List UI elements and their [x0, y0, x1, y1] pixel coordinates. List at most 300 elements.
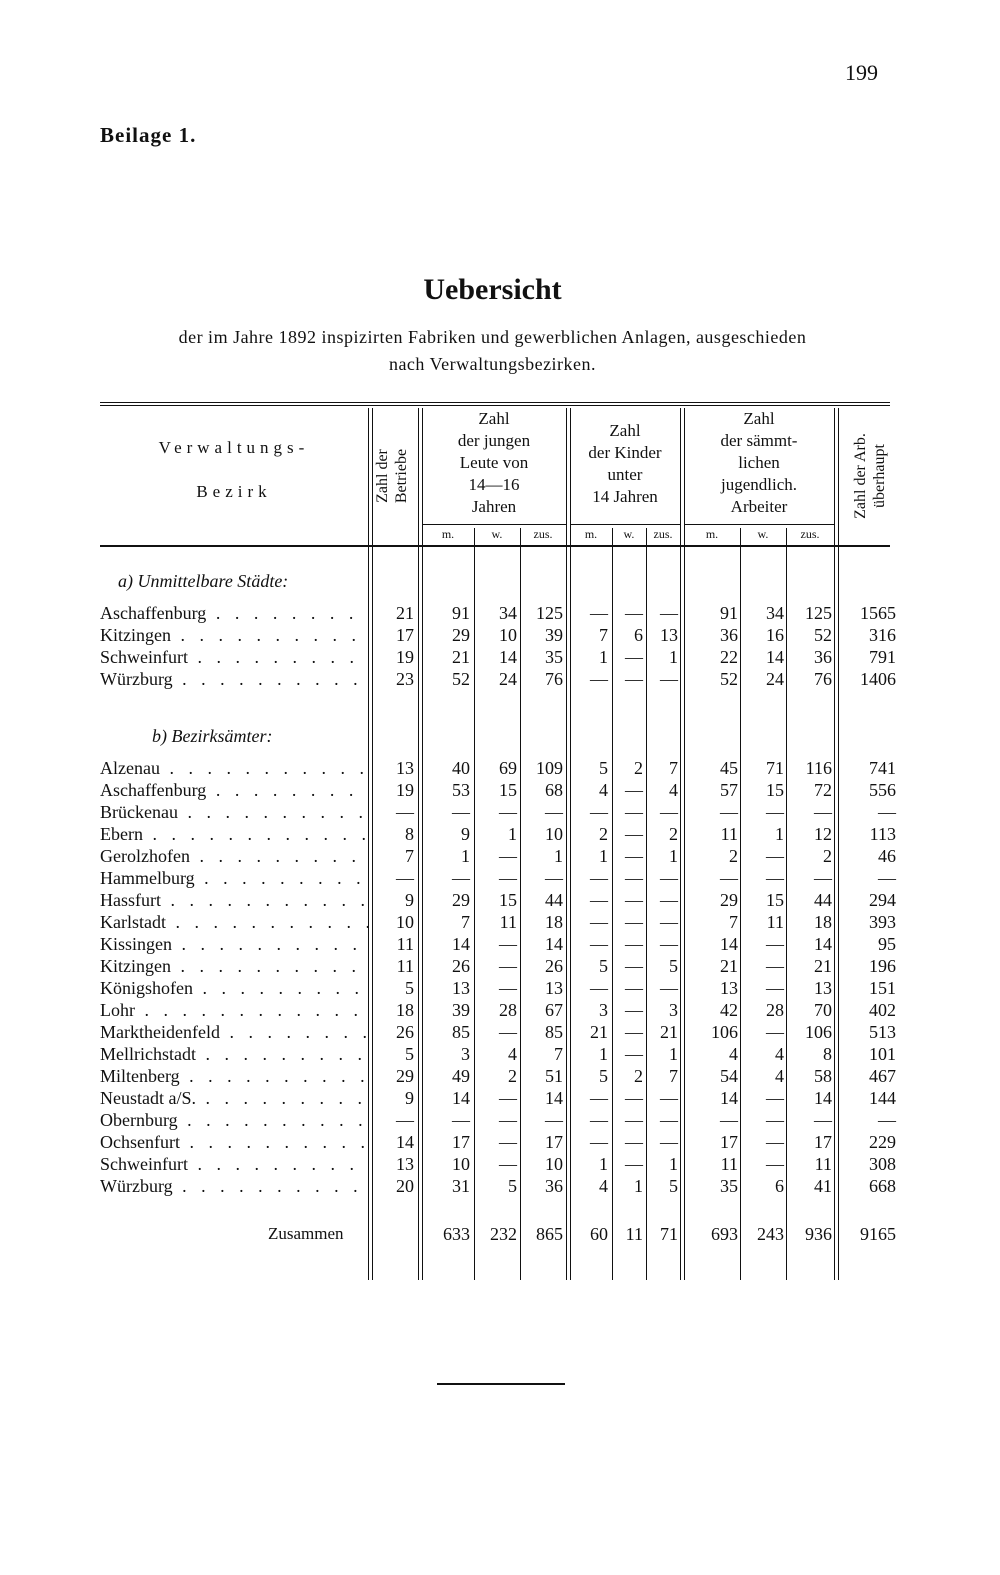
cell-kinder-m: — [590, 934, 608, 954]
cell-jungen-zus: 14 [545, 934, 563, 954]
cell-summe-m: 22 [720, 647, 738, 667]
cell-jungen-zus: 109 [536, 758, 563, 778]
subheader-w: w. [491, 527, 503, 541]
cell-kinder-zus: — [660, 868, 678, 888]
cell-jungen-w: — [499, 934, 517, 954]
cell-total: 144 [869, 1088, 896, 1108]
cell-kinder-zus: 1 [669, 647, 678, 667]
cell-betriebe: 7 [405, 846, 414, 866]
table-row [0, 646, 1000, 668]
cell-jungen-m: 91 [452, 603, 470, 623]
cell-jungen-zus: 51 [545, 1066, 563, 1086]
cell-summe-zus: 13 [814, 978, 832, 998]
header-jugendlich-line-1: Zahl [743, 409, 775, 428]
cell-jungen-m: 40 [452, 758, 470, 778]
cell-jungen-m: 10 [452, 1154, 470, 1174]
cell-summe-w: 243 [757, 1224, 784, 1244]
cell-summe-m: 106 [711, 1022, 738, 1042]
cell-jungen-zus: 1 [554, 846, 563, 866]
cell-summe-zus: 72 [814, 780, 832, 800]
cell-kinder-zus: — [660, 978, 678, 998]
cell-kinder-w: 6 [634, 625, 643, 645]
table-row [0, 757, 1000, 779]
table-row [0, 955, 1000, 977]
table-row [0, 801, 1000, 823]
cell-summe-zus: — [814, 868, 832, 888]
cell-kinder-m: 1 [599, 1044, 608, 1064]
cell-jungen-zus: 76 [545, 669, 563, 689]
cell-summe-w: 28 [766, 1000, 784, 1020]
cell-summe-m: — [720, 802, 738, 822]
cell-summe-m: 4 [729, 1044, 738, 1064]
table-row [0, 867, 1000, 889]
cell-kinder-zus: 5 [669, 1176, 678, 1196]
cell-jungen-w: 4 [508, 1044, 517, 1064]
cell-jungen-m: 85 [452, 1022, 470, 1042]
cell-kinder-m: — [590, 1088, 608, 1108]
cell-kinder-zus: — [660, 1110, 678, 1130]
cell-summe-w: — [766, 1110, 784, 1130]
cell-summe-zus: 21 [814, 956, 832, 976]
cell-summe-m: 45 [720, 758, 738, 778]
cell-jungen-w: 69 [499, 758, 517, 778]
cell-total: 556 [869, 780, 896, 800]
cell-total: 316 [869, 625, 896, 645]
cell-total: — [878, 1110, 896, 1130]
bezirk-name: Hammelburg . . . [100, 867, 368, 889]
cell-jungen-w: 10 [499, 625, 517, 645]
cell-jungen-w: — [499, 846, 517, 866]
cell-kinder-m: 5 [599, 758, 608, 778]
cell-total: 113 [869, 824, 896, 844]
cell-summe-w: 11 [766, 912, 784, 932]
cell-betriebe: 17 [396, 625, 414, 645]
cell-summe-m: 52 [720, 669, 738, 689]
cell-kinder-w: — [625, 890, 643, 910]
cell-betriebe: — [396, 868, 414, 888]
table-row [0, 1065, 1000, 1087]
header-bezirk [100, 437, 368, 503]
cell-kinder-zus: — [660, 669, 678, 689]
cell-betriebe: 14 [396, 1132, 414, 1152]
cell-summe-m: 29 [720, 890, 738, 910]
cell-jungen-w: — [499, 1154, 517, 1174]
cell-total: 741 [869, 758, 896, 778]
table-row [0, 1087, 1000, 1109]
cell-kinder-zus: — [660, 890, 678, 910]
cell-jungen-m: 14 [452, 934, 470, 954]
cell-summe-zus: 18 [814, 912, 832, 932]
table-row [0, 889, 1000, 911]
cell-kinder-w: 2 [634, 758, 643, 778]
cell-betriebe: 19 [396, 647, 414, 667]
cell-kinder-m: 1 [599, 1154, 608, 1174]
cell-betriebe: 5 [405, 1044, 414, 1064]
cell-summe-zus: 106 [805, 1022, 832, 1042]
table-row [0, 977, 1000, 999]
cell-summe-zus: 2 [823, 846, 832, 866]
cell-jungen-w: 24 [499, 669, 517, 689]
cell-total: 791 [869, 647, 896, 667]
cell-total: 9165 [860, 1224, 896, 1244]
cell-summe-m: 54 [720, 1066, 738, 1086]
cell-summe-m: 35 [720, 1176, 738, 1196]
cell-jungen-zus: — [545, 1110, 563, 1130]
cell-summe-m: 7 [729, 912, 738, 932]
cell-summe-zus: — [814, 802, 832, 822]
cell-kinder-w: — [625, 868, 643, 888]
cell-kinder-zus: — [660, 802, 678, 822]
cell-jungen-zus: 68 [545, 780, 563, 800]
cell-jungen-zus: 10 [545, 1154, 563, 1174]
table-row [0, 1131, 1000, 1153]
header-jungen-line-4: 14—16 [468, 475, 520, 494]
cell-jungen-m: 21 [452, 647, 470, 667]
header-ueberhaupt-line-2: überhaupt [871, 444, 888, 508]
header-ueberhaupt-line-1: Zahl der Arb. [852, 433, 869, 519]
cell-total: 393 [869, 912, 896, 932]
cell-total: 196 [869, 956, 896, 976]
cell-summe-m: 36 [720, 625, 738, 645]
header-jugendlich-line-4: jugendlich. [720, 475, 797, 494]
cell-jungen-zus: 44 [545, 890, 563, 910]
cell-jungen-w: 28 [499, 1000, 517, 1020]
subheader-m: m. [441, 527, 455, 541]
subheader-w: w. [623, 527, 635, 541]
cell-summe-w: 24 [766, 669, 784, 689]
table-row [0, 1175, 1000, 1197]
cell-summe-w: 4 [775, 1066, 784, 1086]
cell-summe-zus: 36 [814, 647, 832, 667]
cell-summe-w: — [766, 956, 784, 976]
bezirk-name: Miltenberg . . . [100, 1065, 368, 1087]
cell-jungen-m: 31 [452, 1176, 470, 1196]
cell-jungen-m: 7 [461, 912, 470, 932]
totals-label: Zusammen [268, 1224, 344, 1243]
cell-kinder-m: 1 [599, 647, 608, 667]
header-subrule [422, 524, 566, 525]
cell-summe-w: — [766, 978, 784, 998]
cell-jungen-m: 3 [461, 1044, 470, 1064]
cell-jungen-zus: 36 [545, 1176, 563, 1196]
header-jungen-line-1: Zahl [478, 409, 510, 428]
cell-kinder-w: — [625, 1154, 643, 1174]
header-jungen-line-2: der jungen [457, 431, 531, 450]
cell-total: 229 [869, 1132, 896, 1152]
table-row [0, 845, 1000, 867]
cell-kinder-w: — [625, 956, 643, 976]
cell-total: 101 [869, 1044, 896, 1064]
cell-summe-w: 14 [766, 647, 784, 667]
subtitle [0, 324, 985, 378]
cell-summe-w: 71 [766, 758, 784, 778]
cell-kinder-zus: 71 [660, 1224, 678, 1244]
cell-jungen-m: 13 [452, 978, 470, 998]
cell-kinder-zus: — [660, 603, 678, 623]
bezirk-name: Schweinfurt . . . [100, 646, 368, 668]
page-number: 199 [845, 60, 878, 85]
header-kinder-line-1: Zahl [609, 421, 641, 440]
cell-betriebe: 19 [396, 780, 414, 800]
cell-summe-zus: 44 [814, 890, 832, 910]
cell-kinder-m: — [590, 669, 608, 689]
cell-jungen-zus: 10 [545, 824, 563, 844]
cell-jungen-m: 17 [452, 1132, 470, 1152]
cell-summe-zus: 12 [814, 824, 832, 844]
cell-total: 95 [878, 934, 896, 954]
cell-kinder-zus: 7 [669, 1066, 678, 1086]
bezirk-name: Brückenau . . . [100, 801, 368, 823]
totals-row [0, 1222, 1000, 1246]
cell-jungen-m: 29 [452, 890, 470, 910]
header-ueberhaupt [851, 406, 891, 546]
cell-summe-w: — [766, 1088, 784, 1108]
cell-summe-m: 11 [720, 1154, 738, 1174]
cell-kinder-zus: 7 [669, 758, 678, 778]
section-heading-b: b) Bezirksämter: [152, 726, 273, 746]
cell-jungen-w: — [499, 1022, 517, 1042]
cell-summe-w: — [766, 934, 784, 954]
cell-jungen-w: 11 [499, 912, 517, 932]
cell-total: 151 [869, 978, 896, 998]
cell-jungen-w: 15 [499, 780, 517, 800]
cell-jungen-w: 5 [508, 1176, 517, 1196]
cell-summe-w: 1 [775, 824, 784, 844]
header-jungen-line-3: Leute von [459, 453, 529, 472]
bezirk-name: Würzburg . . . [100, 668, 368, 690]
cell-kinder-m: 1 [599, 846, 608, 866]
cell-jungen-zus: 67 [545, 1000, 563, 1020]
cell-total: 668 [869, 1176, 896, 1196]
header-kinder-line-2: der Kinder [588, 443, 662, 462]
cell-kinder-zus: 2 [669, 824, 678, 844]
cell-total: 46 [878, 846, 896, 866]
cell-total: 1406 [860, 669, 896, 689]
cell-kinder-w: — [625, 603, 643, 623]
table-row [0, 779, 1000, 801]
table-row [0, 1021, 1000, 1043]
cell-betriebe: 9 [405, 890, 414, 910]
cell-kinder-zus: 21 [660, 1022, 678, 1042]
cell-summe-w: — [766, 868, 784, 888]
cell-kinder-w: — [625, 978, 643, 998]
cell-kinder-m: — [590, 1110, 608, 1130]
header-bezirk-line-2: Bezirk [196, 482, 272, 501]
cell-kinder-w: — [625, 912, 643, 932]
cell-jungen-m: 52 [452, 669, 470, 689]
cell-jungen-m: 26 [452, 956, 470, 976]
cell-kinder-zus: 1 [669, 846, 678, 866]
cell-jungen-zus: 39 [545, 625, 563, 645]
cell-summe-m: — [720, 1110, 738, 1130]
cell-jungen-zus: 35 [545, 647, 563, 667]
cell-summe-w: — [766, 1132, 784, 1152]
cell-jungen-m: 53 [452, 780, 470, 800]
cell-total: 467 [869, 1066, 896, 1086]
cell-jungen-zus: 17 [545, 1132, 563, 1152]
cell-kinder-m: — [590, 603, 608, 623]
table-row [0, 1153, 1000, 1175]
cell-jungen-w: 232 [490, 1224, 517, 1244]
cell-summe-zus: 17 [814, 1132, 832, 1152]
header-betriebe-line-1: Zahl der [374, 449, 391, 503]
cell-kinder-w: — [625, 669, 643, 689]
cell-summe-w: 34 [766, 603, 784, 623]
header-subrule [570, 524, 680, 525]
table-top-rule [100, 402, 890, 406]
cell-betriebe: 10 [396, 912, 414, 932]
header-kinder-line-3: unter [607, 465, 643, 484]
cell-summe-zus: 41 [814, 1176, 832, 1196]
cell-kinder-zus: 5 [669, 956, 678, 976]
table-row [0, 624, 1000, 646]
bezirk-name: Mellrichstadt . . . [100, 1043, 368, 1065]
table-row [0, 668, 1000, 690]
bezirk-name: Hassfurt . . . [100, 889, 368, 911]
cell-kinder-w: — [625, 1132, 643, 1152]
bezirk-name: Karlstadt . . . [100, 911, 368, 933]
cell-jungen-w: — [499, 1110, 517, 1130]
table-row [0, 823, 1000, 845]
cell-summe-m: 14 [720, 1088, 738, 1108]
cell-summe-m: 21 [720, 956, 738, 976]
cell-summe-zus: — [814, 1110, 832, 1130]
bezirk-name: Lohr . . . [100, 999, 368, 1021]
cell-summe-zus: 8 [823, 1044, 832, 1064]
cell-kinder-zus: — [660, 1088, 678, 1108]
cell-kinder-w: — [625, 1000, 643, 1020]
header-bezirk-line-1: Verwaltungs- [158, 438, 310, 457]
cell-summe-m: 11 [720, 824, 738, 844]
cell-kinder-w: — [625, 1110, 643, 1130]
subheader-w: w. [757, 527, 769, 541]
cell-betriebe: 20 [396, 1176, 414, 1196]
cell-kinder-m: 21 [590, 1022, 608, 1042]
cell-betriebe: — [396, 802, 414, 822]
cell-kinder-zus: 1 [669, 1154, 678, 1174]
cell-kinder-zus: 3 [669, 1000, 678, 1020]
cell-kinder-zus: 13 [660, 625, 678, 645]
cell-betriebe: 11 [396, 934, 414, 954]
cell-kinder-zus: — [660, 934, 678, 954]
cell-summe-zus: 52 [814, 625, 832, 645]
header-jugendlich-line-5: Arbeiter [730, 497, 788, 516]
cell-kinder-w: — [625, 824, 643, 844]
bezirk-name: Kissingen . . . [100, 933, 368, 955]
cell-summe-zus: 125 [805, 603, 832, 623]
cell-jungen-zus: 865 [536, 1224, 563, 1244]
cell-jungen-zus: 13 [545, 978, 563, 998]
cell-summe-m: 2 [729, 846, 738, 866]
cell-jungen-m: 14 [452, 1088, 470, 1108]
cell-kinder-m: — [590, 912, 608, 932]
cell-kinder-w: — [625, 846, 643, 866]
cell-jungen-m: — [452, 868, 470, 888]
cell-kinder-w: — [625, 1022, 643, 1042]
cell-summe-zus: 11 [814, 1154, 832, 1174]
cell-kinder-m: 4 [599, 1176, 608, 1196]
cell-summe-zus: 14 [814, 1088, 832, 1108]
cell-kinder-zus: 1 [669, 1044, 678, 1064]
cell-betriebe: 23 [396, 669, 414, 689]
cell-betriebe: 13 [396, 758, 414, 778]
cell-kinder-w: 11 [625, 1224, 643, 1244]
cell-jungen-zus: 18 [545, 912, 563, 932]
cell-kinder-m: — [590, 978, 608, 998]
cell-summe-zus: 936 [805, 1224, 832, 1244]
header-jugendlich [684, 408, 834, 518]
cell-summe-m: — [720, 868, 738, 888]
cell-kinder-zus: — [660, 1132, 678, 1152]
subheader-zus: zus. [800, 527, 820, 541]
cell-jungen-m: — [452, 1110, 470, 1130]
bezirk-name: Ochsenfurt . . . [100, 1131, 368, 1153]
cell-jungen-zus: 26 [545, 956, 563, 976]
cell-total: 1565 [860, 603, 896, 623]
cell-summe-w: 6 [775, 1176, 784, 1196]
cell-summe-m: 693 [711, 1224, 738, 1244]
cell-kinder-m: 5 [599, 956, 608, 976]
subheader-m: m. [705, 527, 719, 541]
cell-jungen-zus: 85 [545, 1022, 563, 1042]
header-jugendlich-line-2: der sämmt- [720, 431, 798, 450]
cell-betriebe: 26 [396, 1022, 414, 1042]
cell-jungen-zus: 125 [536, 603, 563, 623]
subheader-zus: zus. [653, 527, 673, 541]
cell-kinder-m: — [590, 1132, 608, 1152]
subtitle-line-1: der im Jahre 1892 inspizirten Fabriken und gewerblichen Anlagen, ausgeschieden [178, 327, 807, 347]
cell-kinder-m: 7 [599, 625, 608, 645]
cell-jungen-m: 29 [452, 625, 470, 645]
cell-betriebe: 8 [405, 824, 414, 844]
cell-summe-zus: 76 [814, 669, 832, 689]
subheader-m: m. [584, 527, 598, 541]
cell-kinder-m: 4 [599, 780, 608, 800]
cell-summe-w: 15 [766, 780, 784, 800]
bezirk-name: Würzburg . . . [100, 1175, 368, 1197]
cell-jungen-m: 1 [461, 846, 470, 866]
cell-summe-zus: 58 [814, 1066, 832, 1086]
cell-betriebe: 5 [405, 978, 414, 998]
cell-summe-zus: 14 [814, 934, 832, 954]
cell-betriebe: 18 [396, 1000, 414, 1020]
bezirk-name: Marktheidenfeld . . . [100, 1021, 368, 1043]
bezirk-name: Ebern . . . [100, 823, 368, 845]
bezirk-name: Obernburg . . . [100, 1109, 368, 1131]
bezirk-name: Kitzingen . . . [100, 624, 368, 646]
cell-summe-w: 4 [775, 1044, 784, 1064]
header-betriebe [373, 406, 413, 546]
cell-jungen-w: — [499, 1132, 517, 1152]
cell-kinder-m: 2 [599, 824, 608, 844]
section-heading-a: a) Unmittelbare Städte: [118, 571, 289, 591]
table-row [0, 1043, 1000, 1065]
bezirk-name: Alzenau . . . [100, 757, 368, 779]
cell-jungen-zus: 7 [554, 1044, 563, 1064]
cell-jungen-w: — [499, 978, 517, 998]
cell-jungen-w: — [499, 868, 517, 888]
table-row [0, 999, 1000, 1021]
beilage-label: Beilage 1. [100, 123, 197, 147]
bezirk-name: Kitzingen . . . [100, 955, 368, 977]
cell-summe-w: 16 [766, 625, 784, 645]
cell-kinder-zus: — [660, 912, 678, 932]
cell-jungen-m: 633 [443, 1224, 470, 1244]
cell-jungen-m: 39 [452, 1000, 470, 1020]
cell-summe-w: — [766, 1154, 784, 1174]
cell-summe-zus: 116 [805, 758, 832, 778]
bezirk-name: Schweinfurt . . . [100, 1153, 368, 1175]
